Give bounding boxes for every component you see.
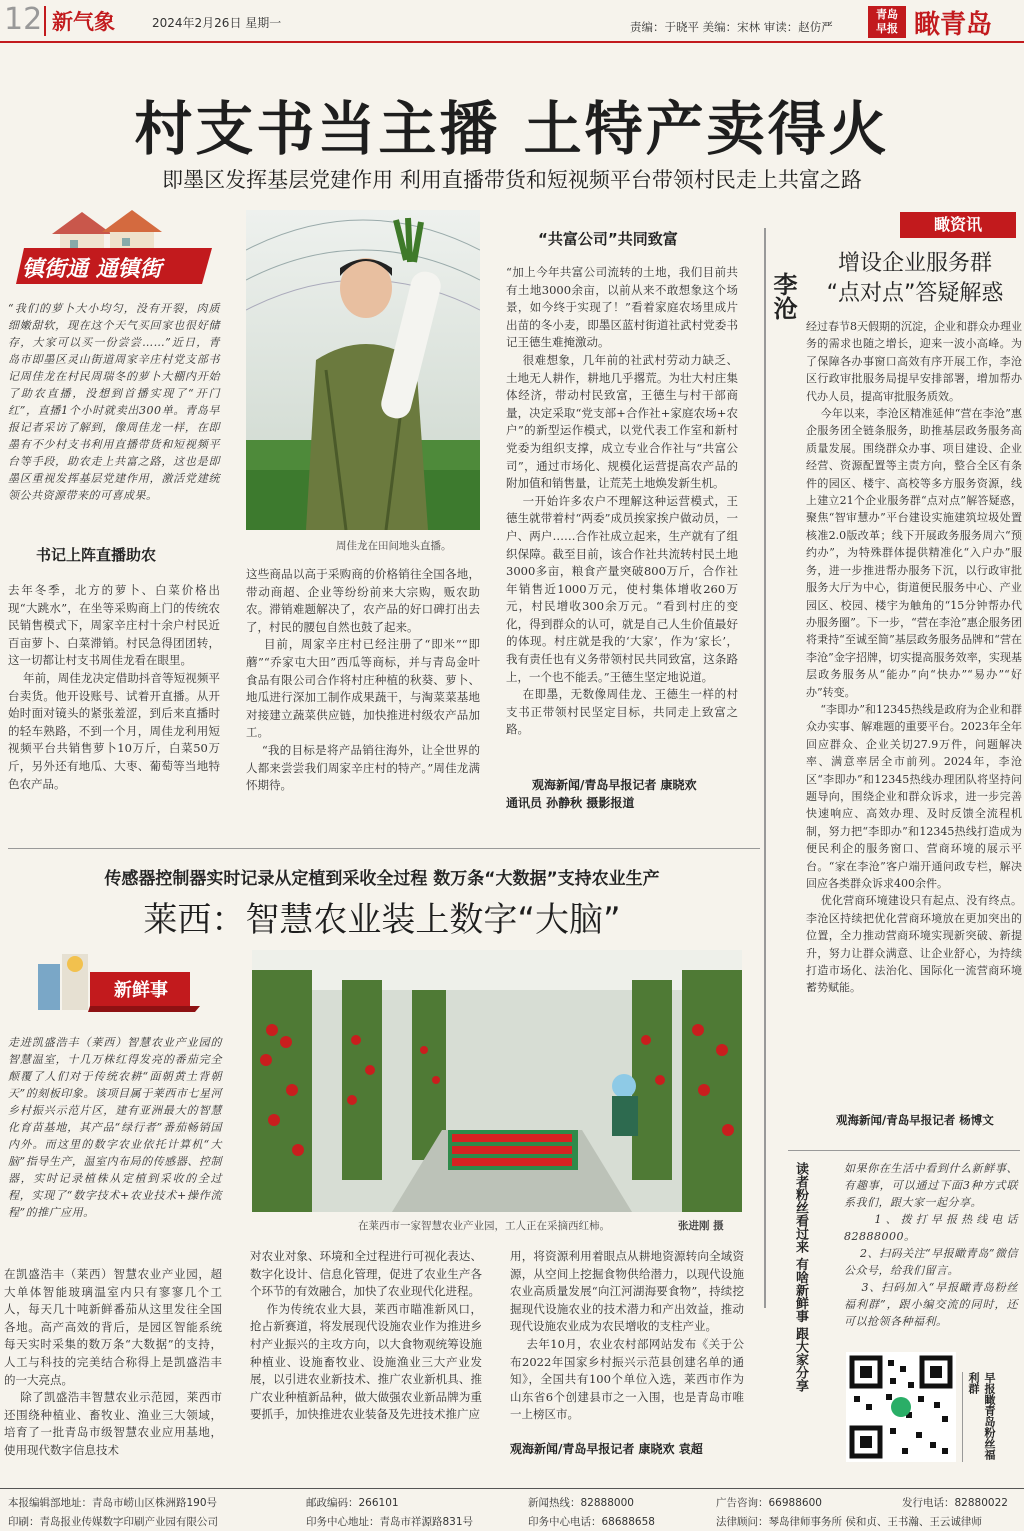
footer-address: 本报编辑部地址：青岛市崂山区株洲路190号 [8, 1497, 218, 1509]
right-body: 经过春节8天假期的沉淀，企业和群众办理业务的需求也随之增长，迎来一波小高峰。为了保障各办事窗口高效有序开展工作，李沧区行政审批服务局提早安排部署，增加帮办代办人员，提高审批服务质效。 今年以来，李沧区精准延伸“营在李沧”惠企服务团全链条服务，助推基层政务服务高质量发展。围绕群众办事、项目建设、企业经营、资源配置等主责方向，整合全区有条件的园区、楼宇、高校等多方服务资源，线上建立21个企业服务群“点对点”解答疑惑，聚焦“智审慧办”平台建设实施建筑垃圾处置核准2.0版改革；线下开展政务服务周六“预约办”，为特殊群体提供精准化“入户办”服务，进一步推进帮办服务下沉，以行政审批服务大厅为中心，街道便民服务中心、产业园区、校园、楼宇为触角的“15分钟帮办代办服务圈”。下一步，“营在李沧”惠企服务团将秉持“至诚至简”基层政务服务品牌和“营在李沧”金字招牌，切实提高服务效率，实现基层政务服务从“能办”向“快办”“易办”“好办”转变。 “李即办”和12345热线是政府为企业和群众办实事、解难题的重要平台。2023年全年回应群众、企业关切27.9万件，问题解决率、满意率居全市前列。2024年，李沧区“李即办”和12345热线办理团队将坚持问题导向，围绕企业和群众诉求，进一步完善快速响应、高效办理、及时反馈全流程机制，努力把“李即办”和12345热线打造成为便民利企的服务窗口、营商环境的展示平台。“家在李沧”客户端开通问政专栏，解决回应各类群众诉求400余件。 优化营商环境建设只有起点、没有终点。李沧区持续把优化营商环境放在更加突出的位置，全力推动营商环境实现新突破、新提升，努力让群众满意、让企业舒心，为持续打造市场化、法治化、国际化一流营商环境蓄势赋能。 [806, 320, 1022, 995]
section-title: 新气象 [52, 10, 115, 34]
news-brief-badge: 瞰资讯 [900, 212, 1016, 238]
footer-legal: 法律顾问：琴岛律师事务所 侯和贞、王书瀚、王云诚律师 [716, 1516, 982, 1528]
fresh-news-text: 新鲜事 [114, 980, 168, 1001]
tomato-greenhouse-photo [252, 950, 742, 1212]
badge-text: 镇街通 通镇街 [22, 257, 162, 282]
second-intro: 走进凯盛浩丰（莱西）智慧农业产业园的智慧温室，十几万株红得发亮的番茄完全颠覆了人们对于传统农耕“面朝黄土背朝天”的刻板印象。该项目属于莱西市七星河乡村振兴示范片区，建有亚洲最大的智慧化育苗基地，其产品“绿行者”番茄畅销国内外。而这里的数字农业依托计算机“大脑”指导生产，温室内布局的传感器、控制器，实时记录植株从定植到采收的全过程，实现了“数字技术+农业技术+操作流程”的推广应用。 [8, 1036, 222, 1219]
main-byline-correspondent: 通讯员 孙静秋 摄影报道 [506, 796, 635, 810]
right-headline-line1: 增设企业服务群 [837, 251, 992, 276]
greenhouse-photo-caption: 在莱西市一家智慧农业产业园，工人正在采摘西红柿。 [358, 1220, 610, 1232]
second-kicker: 传感器控制器实时记录从定植到采收全过程 数万条“大数据”支持农业生产 [104, 869, 660, 889]
header-rule [0, 41, 1024, 43]
footer-print-address: 印务中心地址：青岛市祥源路831号 [306, 1516, 474, 1528]
second-col2-body: 对农业对象、环境和全过程进行可视化表达、数字化设计、信息化管理，促进了农业生产各个环节的有效融合，加快了农业现代化进程。 作为传统农业大县，莱西市瞄准新风口，抢占新赛道，将发展现代设施农业作为推进乡村产业振兴的主攻方向，以大食物观统筹设施种植业、设施畜牧业、设施渔业三大产业发展，以引进农业新技术、推广农业新机具、推广农业种植新品种，做大做强农业新品牌为重要抓手，加快推进农业装备及先进技术推广应 [250, 1249, 483, 1422]
main-subheadline: 即墨区发挥基层党建作用 利用直播带货和短视频平台带领村民走上共富之路 [162, 168, 862, 192]
main-intro: “我们的萝卜大小均匀，没有开裂，肉质细嫩甜软，现在这个天气买回家也很好储存，大家可以买一份尝尝……”近日，青岛市即墨区灵山街道周家辛庄村党支部书记周佳龙在村民周瑞冬的萝卜大棚内开始了助农直播，没想到首播实现了“开门红”，直播1个小时就卖出300单。青岛早报记者采访了解到，像周佳龙一样，在即墨有不少村支书利用直播带货和短视频平台等手段，助农走上共富之路，这也是即墨区重视发挥基层党建作用，激活党建统领公共资源带来的可喜成果。 [8, 302, 220, 502]
subhead-live-streaming: 书记上阵直播助农 [36, 546, 157, 564]
footer-news-hotline: 新闻热线：82888000 [528, 1497, 634, 1509]
logo-line-1: 青岛 [876, 8, 898, 21]
second-col3-body: 用，将资源利用着眼点从耕地资源转向全域资源，从空间上挖掘食物供给潜力，以现代设施农业高质量发展“向江河湖海要食物”，持续挖掘现代设施农业的技术潜力和产出效益，推动现代设施农业成为农民增收的支柱产业。 去年10月，农业农村部网站发布《关于公布2022年国家乡村振兴示范县创建名单的通知》，全国共有100个单位入选，莱西市作为山东省6个创建县市之一入围，也是青岛市唯一上榜区市。 [510, 1249, 744, 1422]
qr-code[interactable] [846, 1352, 956, 1462]
greenhouse-photo-credit: 张进刚 摄 [678, 1220, 724, 1232]
right-byline: 观海新闻/青岛早报记者 杨博文 [836, 1113, 994, 1127]
logo-line-2: 早报 [876, 22, 898, 35]
greenhouse-photo [252, 950, 742, 1212]
right-column-divider [764, 228, 766, 1308]
host-photo [246, 210, 480, 530]
footer-ad-hotline: 广告咨询：66988600 [716, 1497, 822, 1509]
footer-rule [0, 1488, 1024, 1489]
logo-text: 瞰青岛 [914, 10, 993, 40]
main-col1-body: 去年冬季，北方的萝卜、白菜价格出现“大跳水”，在坐等采购商上门的传统农民销售模式下，周家辛庄村十余户村民近百亩萝卜、白菜滞销。村民急得团团转，这一切都让村支书周佳龙看在眼里。 年前，周佳龙决定借助抖音等短视频平台卖货。他开设账号、试着开直播。从开始时面对镜头的紧张羞涩，到后来直播时的轻车熟路，不到一个月，周佳龙利用短视频平台共销售萝卜10万斤，白菜50万斤，另外还有地瓜、大枣、葡萄等当地特色农产品。 [8, 583, 220, 791]
second-byline: 观海新闻/青岛早报记者 康晓欢 袁超 [510, 1442, 703, 1456]
main-byline-reporter: 观海新闻/青岛早报记者 康晓欢 [532, 778, 697, 792]
town-street-badge [12, 204, 216, 284]
footer-distribution: 发行电话：82880022 [902, 1497, 1008, 1509]
fresh-news-badge [30, 950, 200, 1014]
reader-body: 如果你在生活中看到什么新鲜事、有趣事，可以通过下面3种方式联系我们，跟大家一起分享。 1、拨打早报热线电话82888000。 2、扫码关注“早报瞰青岛”微信公众号，给我们留言。 3、扫码加入“早报瞰青岛粉丝福利群”，跟小编交流的同时，还可以抢领各种福利。 [844, 1162, 1018, 1328]
second-headline: 莱西：智慧农业装上数字“大脑” [143, 900, 621, 940]
subhead-common-prosperity: “共富公司”共同致富 [538, 230, 678, 248]
district-label: 李沧 [769, 272, 797, 320]
editor-credits: 责编：于晓平 美编：宋林 审读：赵仿严 [630, 20, 833, 34]
header-divider [44, 6, 46, 36]
second-col1-body: 在凯盛浩丰（莱西）智慧农业产业园，超大单体智能玻璃温室内只有寥寥几个工人，每天几十吨新鲜番茄从这里发往全国各地。高产高效的背后，是园区智能系统每天实时采集的数万条“大数据”的支持，人工与科技的完美结合称得上是凯盛浩丰的一大亮点。 除了凯盛浩丰智慧农业示范园，莱西市还围绕种植业、畜牧业、渔业三大领域，培育了一批青岛市级智慧农业应用基地，使用现代数字信息技术 [4, 1267, 223, 1457]
host-photo-caption: 周佳龙在田间地头直播。 [336, 540, 452, 552]
main-col2-body: 这些商品以高于采购商的价格销往全国各地，带动商超、企业等纷纷前来大宗购，贩农助农。滞销难题解决了，农产品的好口碑打出去了，村民的腰包自然也鼓了起来。 目前，周家辛庄村已经注册了“即米”“即蘑”“乔家屯大田”西瓜等商标，并与青岛金叶食品有限公司合作将村庄种植的秋葵、萝卜、地瓜进行深加工制作成果蔬干，与淘菜菜基地对接建立蔬菜供应链，加快推进村级农产品加工。 “我的目标是将产品销往海外，让全世界的人都来尝尝我们周家辛庄村的特产。”周佳龙满怀期待。 [246, 567, 480, 793]
reader-vertical-title: 读者粉丝看过来 有啥新鲜事 跟大家分享 [793, 1162, 808, 1393]
footer-printer: 印刷：青岛报业传媒数字印刷产业园有限公司 [8, 1516, 218, 1528]
qr-label: 早报瞰青岛粉丝福利群 [962, 1372, 997, 1462]
footer-print-phone: 印务中心电话：68688658 [528, 1516, 655, 1528]
qr-code-icon [846, 1352, 956, 1462]
page-number: 12 [4, 2, 43, 37]
issue-date: 2024年2月26日 星期一 [152, 16, 282, 30]
village-secretary-photo [246, 210, 480, 530]
main-col3-body: “加上今年共富公司流转的土地，我们目前共有土地3000余亩，以前从来不敢想象这个场景，如今终于实现了！”看着家庭农场里成片出苗的冬小麦，即墨区蓝村街道社武村党委书记王德生难掩激动。 很难想象，几年前的社武村劳动力缺乏、土地无人耕作，耕地几乎撂荒。为壮大村庄集体经济，带动村民致富，王德生与村干部商量，决定采取“党支部+合作社+家庭农场+农户”的新型运作模式，以党代表工作室和新村党委为组织支撑，成立专业合作社与“共富公司”，通过市场化、规模化运营提高农产品的附加值和销售量，让荒芜土地焕发新生机。 一开始许多农户不理解这种运营模式，王德生就带着村“两委”成员挨家挨户做动员，一户、两户……合作社成立起来，生产就有了组织保障。截至目前，该合作社共流转村民土地3000多亩，粮食产量突破800万斤，合作社年销售近1000万元，使村集体增收260万元，村民增收300余万元。“看到村庄的变化，得到群众的认可，就是自己人生价值最好的体现。村庄就是我的‘大家’，作为‘家长’，我有责任也有义务带领村民共同致富，这条路上，一个也不能丢。”王德生坚定地说道。 在即墨，无数像周佳龙、王德生一样的村支书正带领村民坚定目标，共同走上致富之路。 [506, 265, 739, 737]
newspaper-logo [868, 6, 906, 38]
main-headline: 村支书当主播 土特产卖得火 [134, 95, 890, 163]
footer-postcode: 邮政编码：266101 [306, 1497, 399, 1509]
right-headline-line2: “点对点”答疑解惑 [826, 281, 1004, 306]
story-separator [8, 848, 760, 849]
